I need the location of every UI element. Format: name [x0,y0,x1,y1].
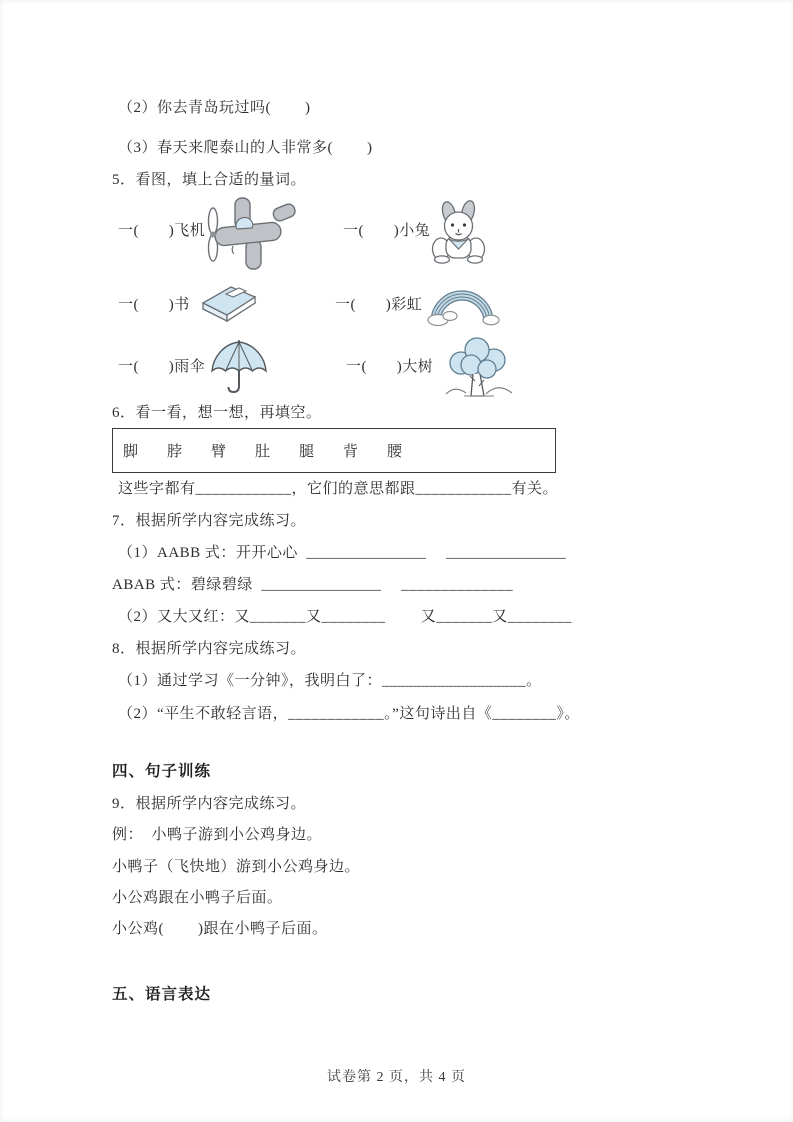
rabbit-illustration [429,200,489,264]
q7-aabb-line: （1）AABB 式：开开心心 _______________ _______________ [118,545,567,561]
q7-abab-line: ABAB 式：碧绿碧绿 _______________ ______________ [112,577,514,593]
section-4-heading: 四、句子训练 [112,763,212,780]
question-7-title: 7．根据所学内容完成练习。 [112,513,307,529]
question-5-title: 5．看图，填上合适的量词。 [112,172,307,188]
question-8-title: 8．根据所学内容完成练习。 [112,641,307,657]
q6-char: 背 [343,444,359,460]
q6-fill-line: 这些字都有____________，它们的意思都跟____________有关。 [118,481,559,497]
q5-item-airplane-label: 一( )飞机 [118,223,206,239]
q6-character-box [112,428,556,473]
umbrella-illustration [209,338,269,396]
q8-sub1: （1）通过学习《一分钟》，我明白了：__________________。 [118,673,542,689]
q5-item-tree-label: 一( )大树 [346,359,434,375]
q5-item-book-label: 一( )书 [118,297,190,313]
page-footer: 试卷第 2 页，共 4 页 [327,1070,466,1085]
q5-item-rabbit-label: 一( )小兔 [343,223,431,239]
q6-char: 臂 [211,444,227,460]
q5-item-umbrella-label: 一( )雨伞 [118,359,206,375]
question-9-title: 9．根据所学内容完成练习。 [112,796,307,812]
airplane-illustration [203,196,298,270]
q8-sub2: （2）“平生不敢轻言语，____________。”这句诗出自《________》。 [118,706,580,722]
q9-example: 例： 小鸭子游到小公鸡身边。 [112,827,323,843]
section-5-heading: 五、语言表达 [112,986,212,1003]
q5-item-rainbow-label: 一( )彩虹 [335,297,423,313]
question-4-sub3: （3）春天来爬泰山的人非常多( ) [118,140,373,156]
q6-char: 肚 [255,444,271,460]
q6-char: 腰 [387,444,403,460]
q9-line1: 小鸭子（飞快地）游到小公鸡身边。 [112,859,361,875]
q7-youda-line: （2）又大又红：又_______又________ 又_______又________ [118,609,572,625]
question-4-sub2: （2）你去青岛玩过吗( ) [118,100,311,116]
q6-char: 脖 [167,444,183,460]
tree-illustration [442,336,514,400]
q9-line2: 小公鸡跟在小鸭子后面。 [112,890,283,906]
question-6-title: 6．看一看，想一想，再填空。 [112,405,322,421]
q9-line3: 小公鸡( )跟在小鸭子后面。 [112,921,328,937]
book-illustration [197,281,261,331]
q6-char: 腿 [299,444,315,460]
q6-char: 脚 [123,444,139,460]
rainbow-illustration [426,282,500,326]
